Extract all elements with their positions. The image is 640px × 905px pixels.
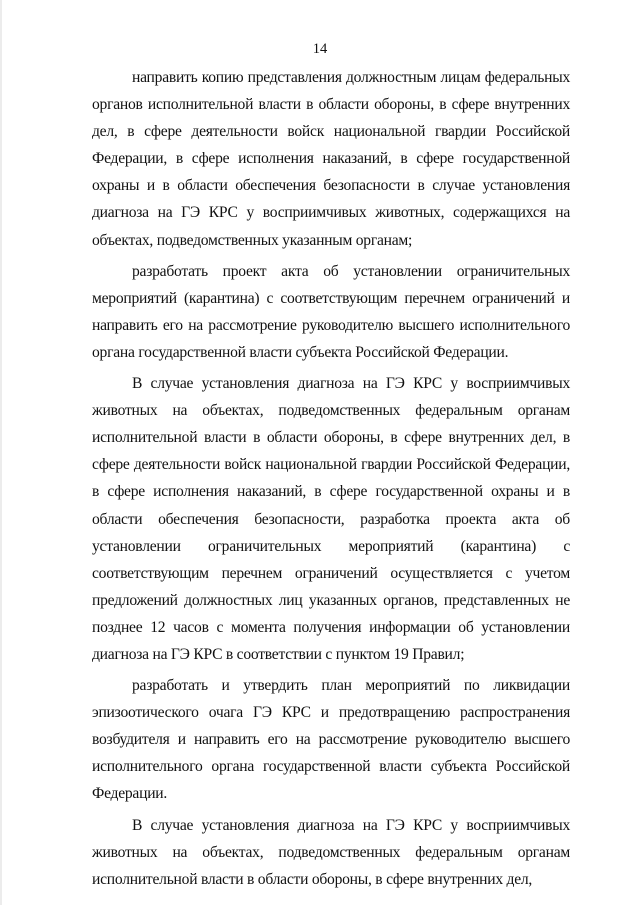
page-number: 14 bbox=[312, 41, 328, 57]
paragraph-diagnosis-case-act: В случае установления диагноза на ГЭ КРС у восприимчивых животных на объектах, подведомственных федеральным органам исполнительной власти в области обороны, в сфере внутренних дел, в сфере деятельности войск национальной гвардии Российской Федерации, в сфере исполнения наказаний, в сфере государственной охраны и в области обеспечения безопасности, разработка проекта акта об установлении ограничительных мероприятий (карантина) с соответствующим перечнем ограничений осуществляется с учетом предложений должностных лиц указанных органов, представленных не позднее 12 часов с момента получения информации об установлении диагноза на ГЭ КРС в соответствии с пунктом 19 Правил; bbox=[92, 375, 570, 663]
paragraph-diagnosis-case-continued: В случае установления диагноза на ГЭ КРС у восприимчивых животных на объектах, подведомственных федеральным органам исполнительной власти в области обороны, в сфере внутренних дел, bbox=[92, 816, 570, 888]
body-text bbox=[92, 64, 570, 893]
scan-edge bbox=[0, 0, 2, 905]
paragraph-develop-draft-act: разработать проект акта об установлении ограничительных мероприятий (карантина) с соответствующим перечнем ограничений и направить его на рассмотрение руководителю высшего исполнительного органа государственной власти субъекта Российской Федерации. bbox=[92, 262, 570, 361]
paragraph-develop-plan: разработать и утвердить план мероприятий по ликвидации эпизоотического очага ГЭ КРС и предотвращению распространения возбудителя и направить его на рассмотрение руководителю высшего исполнительного органа государственной власти субъекта Российской Федерации. bbox=[92, 677, 570, 803]
paragraph-send-copy: направить копию представления должностным лицам федеральных органов исполнительной власти в области обороны, в сфере внутренних дел, в сфере деятельности войск национальной гвардии Российской Федерации, в сфере исполнения наказаний, в сфере государственной охраны и в области обеспечения безопасности в случае установления диагноза на ГЭ КРС у восприимчивых животных, содержащихся на объектах, подведомственных указанным органам; bbox=[92, 69, 570, 249]
